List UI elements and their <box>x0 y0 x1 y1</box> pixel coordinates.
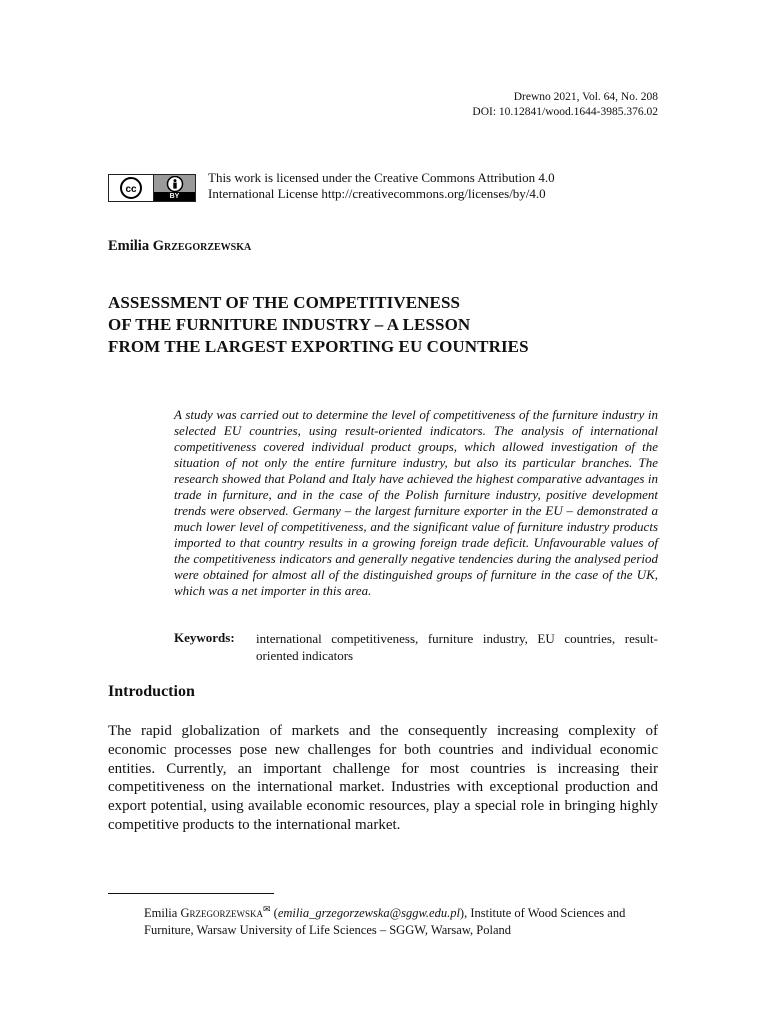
license-line-2: International License http://creativecommons.org/licenses/by/4.0 <box>208 186 546 201</box>
introduction-paragraph: The rapid globalization of markets and the consequently increasing complexity of economic processes pose new challenges for both countries and individual economic entities. Currently, an important challenge for most countries is increasing their competitiveness on the international market. Industries with exceptional production and export potential, using available economic resources, play a special role in bringing highly competitive products to the international market. <box>108 723 658 833</box>
license-statement <box>208 170 668 202</box>
svg-text:cc: cc <box>125 184 137 195</box>
keywords-text: international competitiveness, furniture industry, EU countries, result-oriented indicators <box>256 631 658 663</box>
title-line-1: ASSESSMENT OF THE COMPETITIVENESS <box>108 293 461 312</box>
cc-icon <box>109 175 154 201</box>
license-line-1: This work is licensed under the Creative Commons Attribution 4.0 <box>208 170 555 185</box>
journal-header <box>358 90 658 120</box>
by-section <box>154 175 195 201</box>
author-name <box>108 238 251 255</box>
footnote-first-name: Emilia <box>144 906 178 921</box>
footnote-affiliation: ), Institute of Wood Sciences and Furniture, Warsaw University of Life Sciences – SGGW, Warsaw, Poland <box>144 906 626 937</box>
abstract: A study was carried out to determine the level of competitiveness of the furniture industry in selected EU countries, using result-oriented indicators. The analysis of international competitiveness covered individual product groups, which allowed investigation of the situation of not only the entire furniture industry, but also its particular branches. The research showed that Poland and Italy have achieved the highest comparative advantages in trade in furniture, and in the case of the Polish furniture industry, positive development trends were observed. Germany – the largest furniture exporter in the EU – demonstrated a much lower level of competitiveness, and the significant value of furniture industry products imported to that country results in a growing foreign trade deficit. Unfavourable values of the competitiveness indicators and generally negative tendencies during the analysed period were obtained for almost all of the distinguished groups of furniture in the case of the UK, which was a net importer in this area. <box>174 407 658 598</box>
author-footnote: Emilia Grzegorzewska✉ (emilia_grzegorzewska@sggw.edu.pl), Institute of Wood Sciences and Furniture, Warsaw University of Life Sciences – SGGW, Warsaw, Poland <box>144 904 626 937</box>
introduction-heading: Introduction <box>108 683 195 700</box>
envelope-icon: ✉ <box>262 904 271 914</box>
cc-by-license-badge[interactable] <box>108 174 196 202</box>
title-line-3: FROM THE LARGEST EXPORTING EU COUNTRIES <box>108 337 529 356</box>
footnote-last-name: Grzegorzewska <box>180 906 263 921</box>
title-line-2: OF THE FURNITURE INDUSTRY – A LESSON <box>108 315 471 334</box>
journal-citation: Drewno 2021, Vol. 64, No. 208 <box>513 91 658 103</box>
footnote-email[interactable]: emilia_grzegorzewska@sggw.edu.pl <box>277 906 460 921</box>
footnote-divider <box>108 893 274 894</box>
by-label: BY <box>154 192 195 201</box>
doi-line: DOI: 10.12841/wood.1644-3985.376.02 <box>472 106 658 118</box>
paper-title <box>108 292 668 358</box>
attribution-person-icon <box>165 176 185 192</box>
author-first-name: Emilia <box>108 238 150 254</box>
keywords-label: Keywords: <box>174 630 235 645</box>
author-last-name: Grzegorzewska <box>152 238 252 254</box>
